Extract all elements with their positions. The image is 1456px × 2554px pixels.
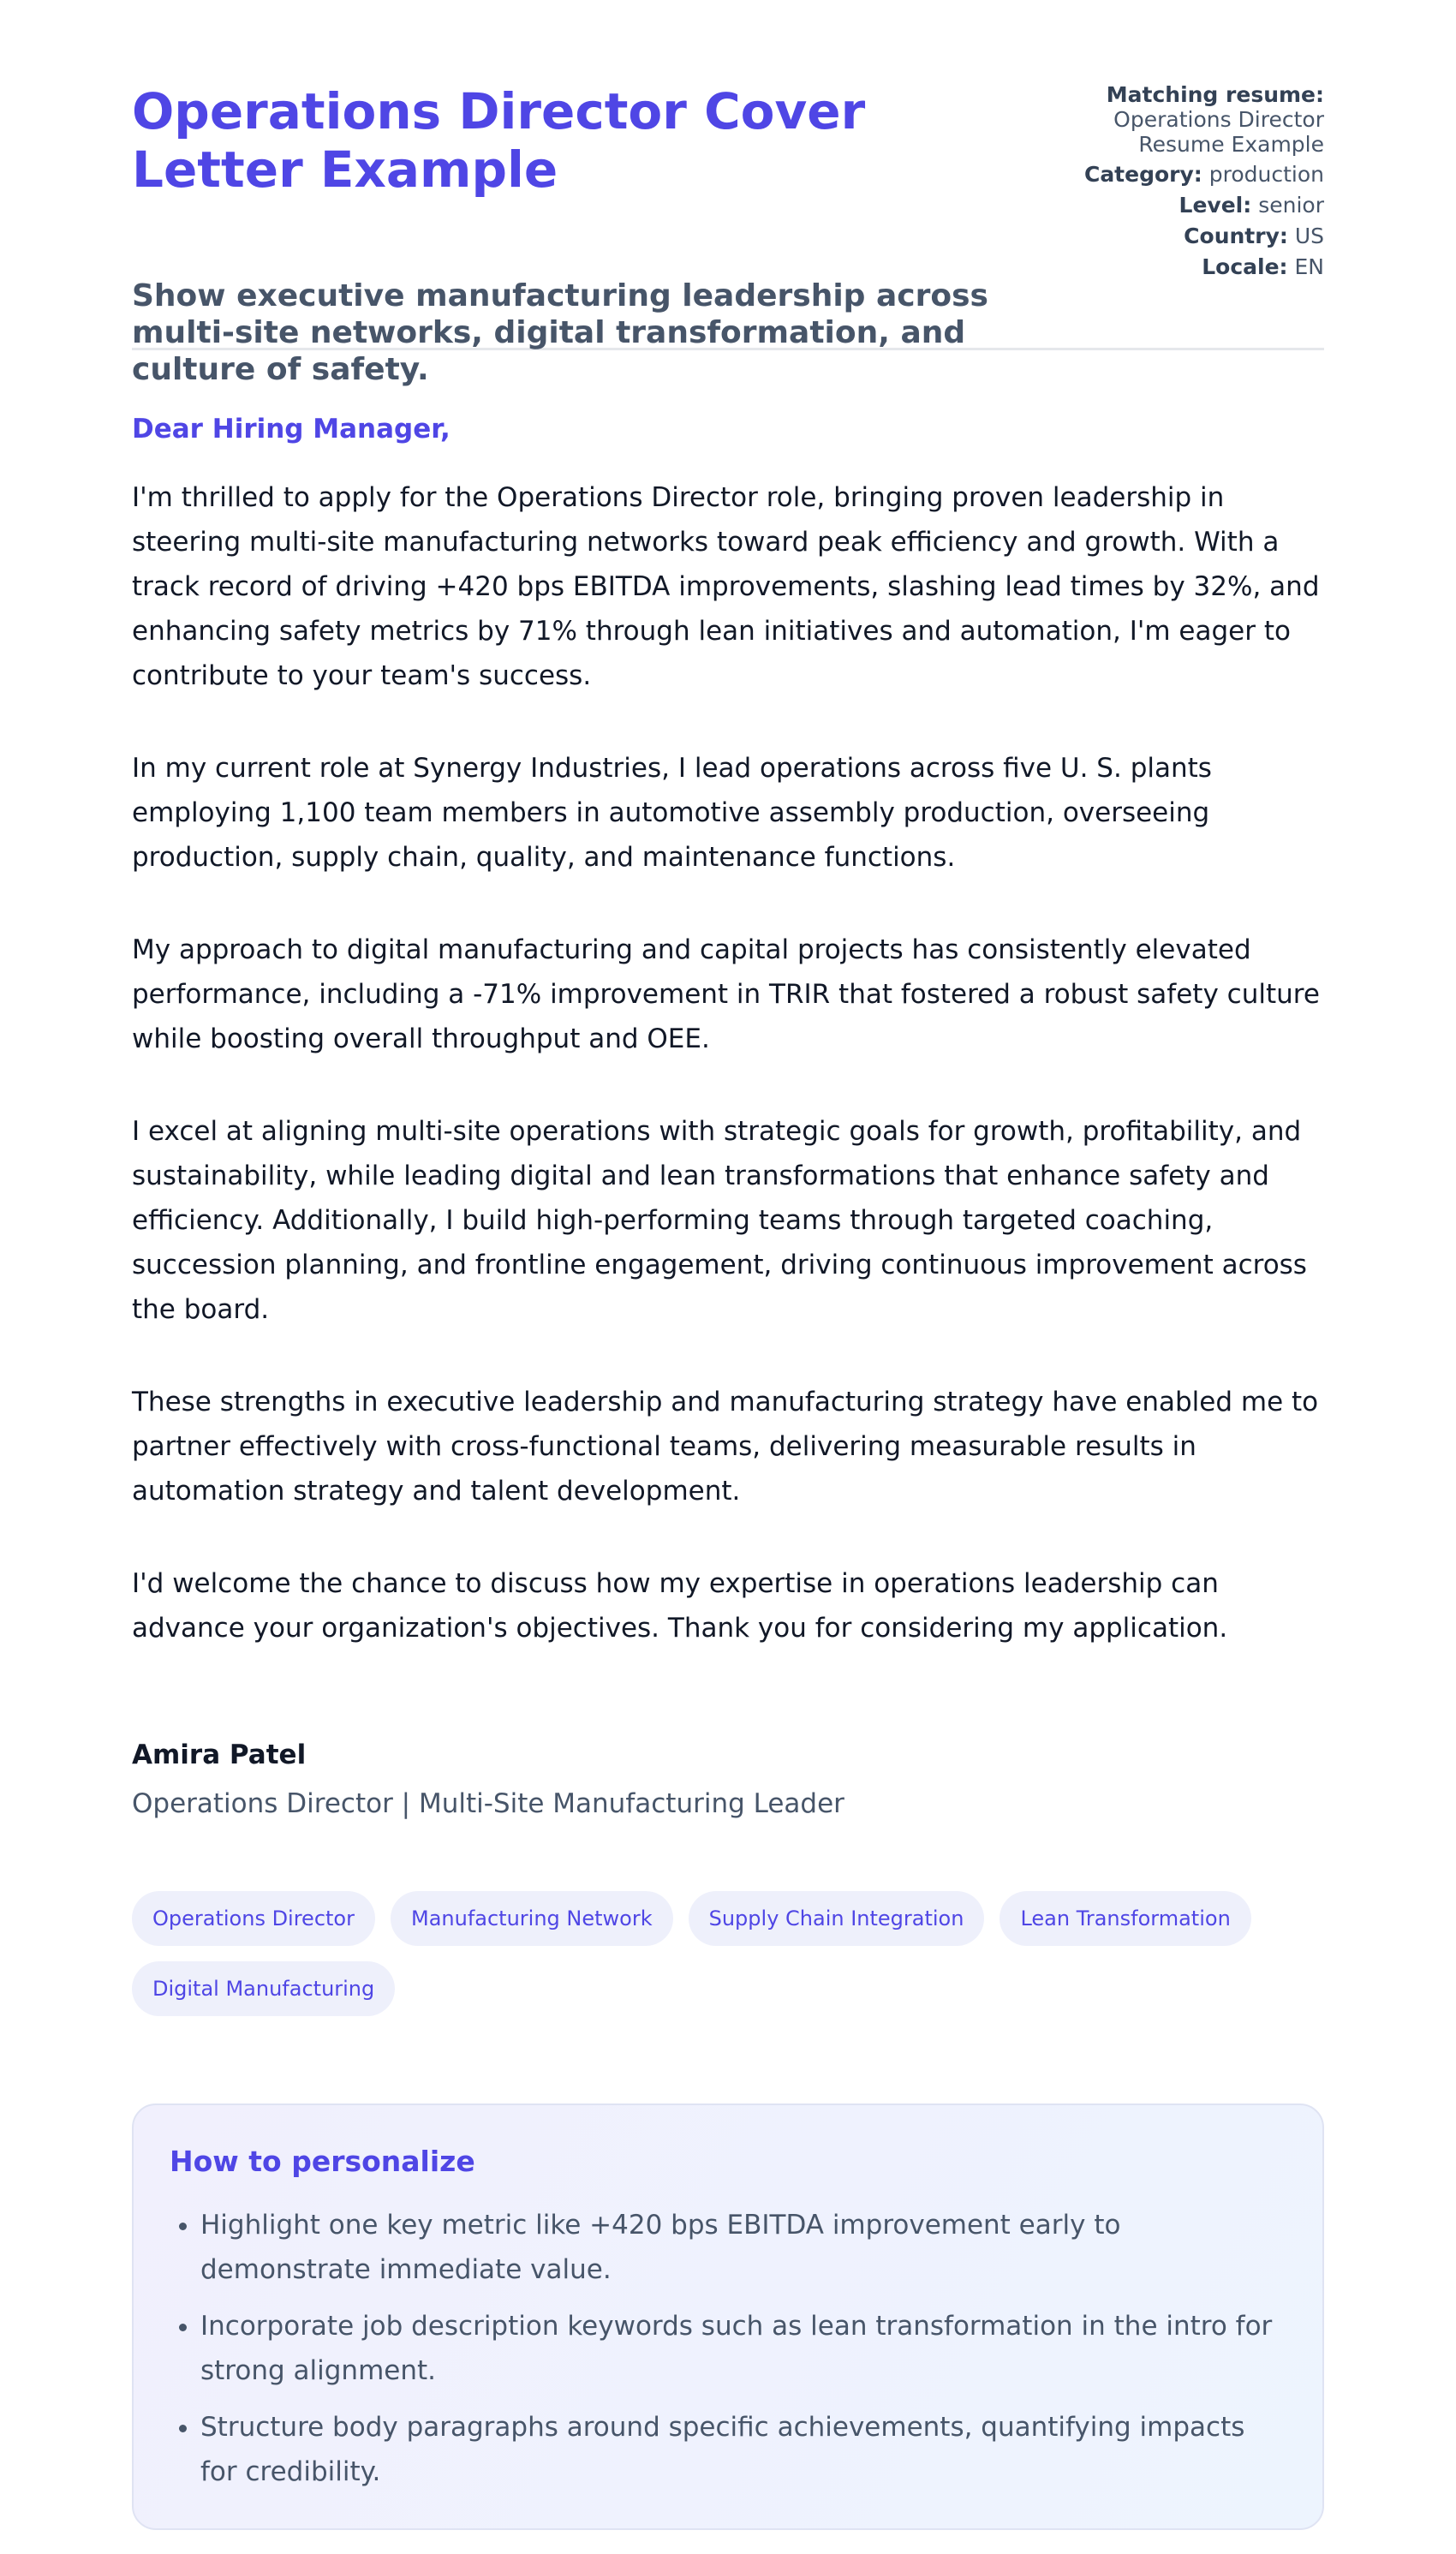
category-value: production xyxy=(1208,162,1324,187)
level-value: senior xyxy=(1258,193,1324,218)
locale-value: EN xyxy=(1294,254,1324,279)
country-value: US xyxy=(1294,224,1324,248)
matching-resume-link-line2[interactable]: Resume Example xyxy=(1138,132,1324,157)
meta-panel xyxy=(964,82,1324,285)
locale-label: Locale: xyxy=(1202,254,1288,279)
keyword-tags xyxy=(132,1891,1324,2016)
page-title: Operations Director Cover Letter Example xyxy=(132,82,866,199)
salutation: Dear Hiring Manager, xyxy=(132,414,451,445)
letter-paragraph: In my current role at Synergy Industries, I lead operations across five U. S. plants employing 1,100 team members in automotive assembly production, overseeing production, supply chain, quality, and maintenance functions. xyxy=(132,753,1212,873)
matching-resume-link-line1[interactable]: Operations Director xyxy=(1113,107,1324,132)
tag-lean-transformation[interactable]: Lean Transformation xyxy=(1000,1891,1250,1946)
meta-country xyxy=(964,224,1324,248)
matching-resume-label: Matching resume: xyxy=(1106,82,1324,107)
meta-category xyxy=(964,162,1324,187)
signature-title: Operations Director | Multi-Site Manufacturing Leader xyxy=(132,1788,844,1819)
tip-item: • Structure body paragraphs around specific achievements, quantifying impacts for credibility. xyxy=(200,2405,1286,2494)
tips-list xyxy=(170,2203,1286,2494)
tag-operations-director[interactable]: Operations Director xyxy=(132,1891,375,1946)
tag-supply-chain-integration[interactable]: Supply Chain Integration xyxy=(689,1891,985,1946)
level-label: Level: xyxy=(1179,193,1252,218)
page-header xyxy=(132,82,1324,387)
page-subtitle: Show executive manufacturing leadership across multi-site networks, digital transformation, and culture of safety. xyxy=(132,278,988,387)
tips-heading: How to personalize xyxy=(170,2145,475,2178)
tip-item: • Highlight one key metric like +420 bps EBITDA improvement early to demonstrate immediate value. xyxy=(200,2203,1286,2292)
letter-paragraph: These strengths in executive leadership and manufacturing strategy have enabled me to partner effectively with cross-functional teams, delivering measurable results in automation strategy and talent development. xyxy=(132,1387,1319,1507)
signature-name: Amira Patel xyxy=(132,1739,307,1770)
meta-locale xyxy=(964,254,1324,279)
country-label: Country: xyxy=(1184,224,1288,248)
tag-digital-manufacturing[interactable]: Digital Manufacturing xyxy=(132,1961,395,2016)
letter-paragraph: I'd welcome the chance to discuss how my expertise in operations leadership can advance your organization's objectives. Thank you for considering my application. xyxy=(132,1568,1228,1644)
letter-paragraph: My approach to digital manufacturing and capital projects has consistently elevated performance, including a -71% improvement in TRIR that fostered a robust safety culture while boosting overall throughput and OEE. xyxy=(132,934,1320,1054)
letter-paragraph: I'm thrilled to apply for the Operations Director role, bringing proven leadership in steering multi-site manufacturing networks toward peak efficiency and growth. With a track record of driving +420 bps EBITDA improvements, slashing lead times by 32%, and enhancing safety metrics by 71% through lean initiatives and automation, I'm eager to contribute to your team's success. xyxy=(132,482,1320,691)
letter-paragraph: I excel at aligning multi-site operations with strategic goals for growth, profitability, and sustainability, while leading digital and lean transformations that enhance safety and efficiency. Additionally, I build high-performing teams through targeted coaching, succession planning, and frontline engagement, driving continuous improvement across the board. xyxy=(132,1116,1307,1325)
tip-item: • Incorporate job description keywords such as lean transformation in the intro for strong alignment. xyxy=(200,2304,1286,2393)
personalize-tips-card xyxy=(132,2103,1324,2530)
matching-resume xyxy=(964,82,1324,157)
letter-body xyxy=(132,412,1324,2530)
signature-block xyxy=(132,1738,1324,1821)
meta-level xyxy=(964,193,1324,218)
category-label: Category: xyxy=(1083,162,1202,187)
tag-manufacturing-network[interactable]: Manufacturing Network xyxy=(391,1891,673,1946)
